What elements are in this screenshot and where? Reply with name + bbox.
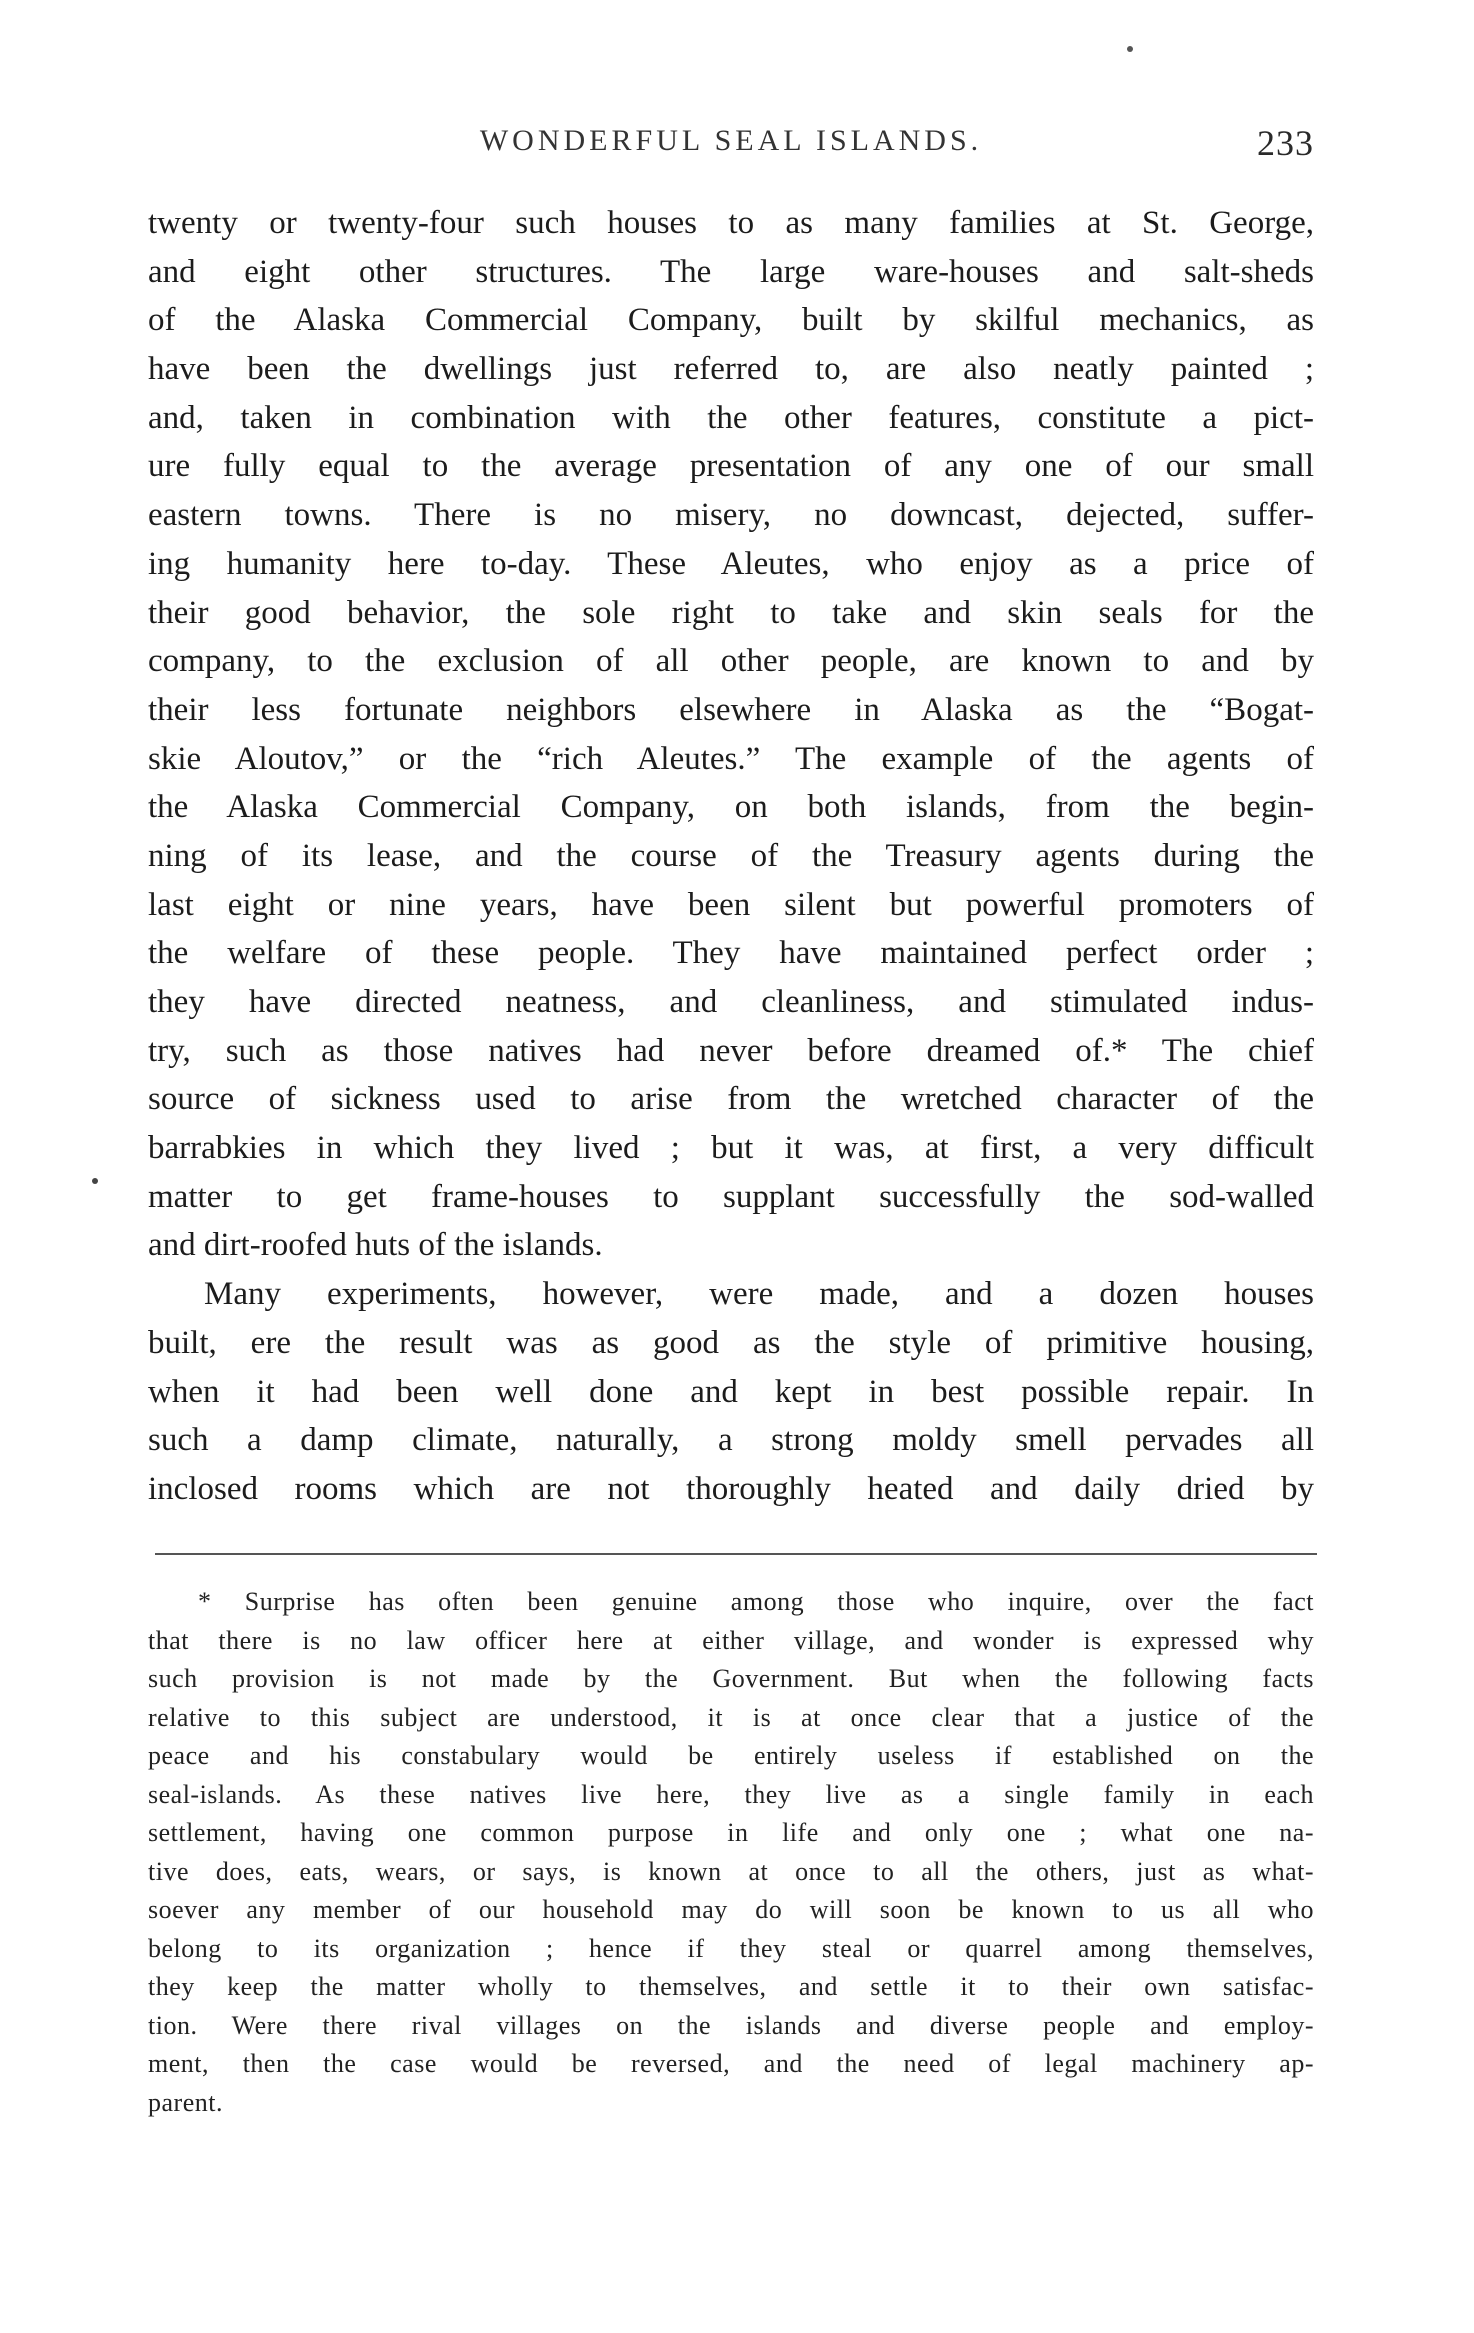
footnote (148, 1583, 1314, 2122)
footnote-line: tive does, eats, wears, or says, is known at once to all the others, just as what- (148, 1856, 1314, 1886)
body-line: have been the dwellings just referred to, are also neatly painted ; (148, 351, 1314, 388)
paragraph-start-line: Many experiments, however, were made, and a dozen houses (204, 1276, 1314, 1313)
footnote-line: settlement, having one common purpose in life and only one ; what one na- (148, 1818, 1314, 1847)
body-line: source of sickness used to arise from the wretched character of the (148, 1081, 1314, 1118)
body-line: and eight other structures. The large ware-houses and salt-sheds (148, 253, 1314, 290)
print-speck (1127, 46, 1133, 52)
body-line: last eight or nine years, have been silent but powerful promoters of (148, 886, 1314, 923)
body-line: company, to the exclusion of all other people, are known to and by (148, 643, 1314, 680)
body-line: their less fortunate neighbors elsewhere in Alaska as the “Bogat- (148, 691, 1314, 728)
page-header (148, 124, 1314, 168)
footnote-line: they keep the matter wholly to themselves, and settle it to their own satisfac- (148, 1972, 1314, 2001)
body-line: such a damp climate, naturally, a strong moldy smell pervades all (148, 1422, 1314, 1459)
footnote-line: tion. Were there rival villages on the islands and diverse people and employ- (148, 2010, 1314, 2040)
body-line: of the Alaska Commercial Company, built by skilful mechanics, as (148, 302, 1314, 339)
footnote-line: relative to this subject are understood, it is at once clear that a justice of the (148, 1702, 1314, 1732)
footnote-line: that there is no law officer here at either village, and wonder is expressed why (148, 1625, 1314, 1655)
body-line: ing humanity here to-day. These Aleutes, who enjoy as a price of (148, 545, 1314, 582)
footnote-rule (155, 1553, 1317, 1555)
body-line: twenty or twenty-four such houses to as many families at St. George, (148, 205, 1314, 241)
margin-mark (92, 1178, 98, 1184)
footnote-line: such provision is not made by the Government. But when the following facts (148, 1664, 1314, 1693)
body-line: built, ere the result was as good as the style of primitive housing, (148, 1324, 1314, 1361)
body-line: barrabkies in which they lived ; but it was, at first, a very difficult (148, 1130, 1314, 1167)
body-line: matter to get frame-houses to supplant successfully the sod-walled (148, 1178, 1314, 1215)
page-number: 233 (1257, 123, 1314, 163)
footnote-line: * Surprise has often been genuine among those who inquire, over the fact (198, 1587, 1314, 1616)
body-line: inclosed rooms which are not thoroughly heated and daily dried by (148, 1470, 1314, 1507)
body-line: try, such as those natives had never before dreamed of.* The chief (148, 1032, 1314, 1069)
body-line: and, taken in combination with the other features, constitute a pict- (148, 399, 1314, 436)
running-title: WONDERFUL SEAL ISLANDS. (479, 124, 983, 157)
footnote-line: seal-islands. As these natives live here, they live as a single family in each (148, 1779, 1314, 1809)
footnote-line: peace and his constabulary would be entirely useless if established on the (148, 1741, 1314, 1770)
footnote-line: soever any member of our household may do will soon be known to us all who (148, 1895, 1314, 1924)
body-line: the welfare of these people. They have maintained perfect order ; (148, 935, 1314, 972)
footnote-line: ment, then the case would be reversed, and the need of legal machinery ap- (148, 2049, 1314, 2078)
body-line: ning of its lease, and the course of the Treasury agents during the (148, 837, 1314, 874)
body-line: their good behavior, the sole right to take and skin seals for the (148, 594, 1314, 631)
body-line: the Alaska Commercial Company, on both islands, from the begin- (148, 789, 1314, 826)
footnote-line: belong to its organization ; hence if they steal or quarrel among themselves, (148, 1933, 1314, 1963)
body-line: skie Aloutov,” or the “rich Aleutes.” The example of the agents of (148, 740, 1314, 777)
body-line: when it had been well done and kept in best possible repair. In (148, 1373, 1314, 1410)
body-line: ure fully equal to the average presentation of any one of our small (148, 448, 1314, 485)
footnote-line: parent. (148, 2087, 223, 2117)
body-text (148, 199, 1314, 1514)
body-line: they have directed neatness, and cleanliness, and stimulated indus- (148, 984, 1314, 1020)
paragraph-end-line: and dirt-roofed huts of the islands. (148, 1227, 603, 1264)
body-line: eastern towns. There is no misery, no downcast, dejected, suffer- (148, 497, 1314, 534)
